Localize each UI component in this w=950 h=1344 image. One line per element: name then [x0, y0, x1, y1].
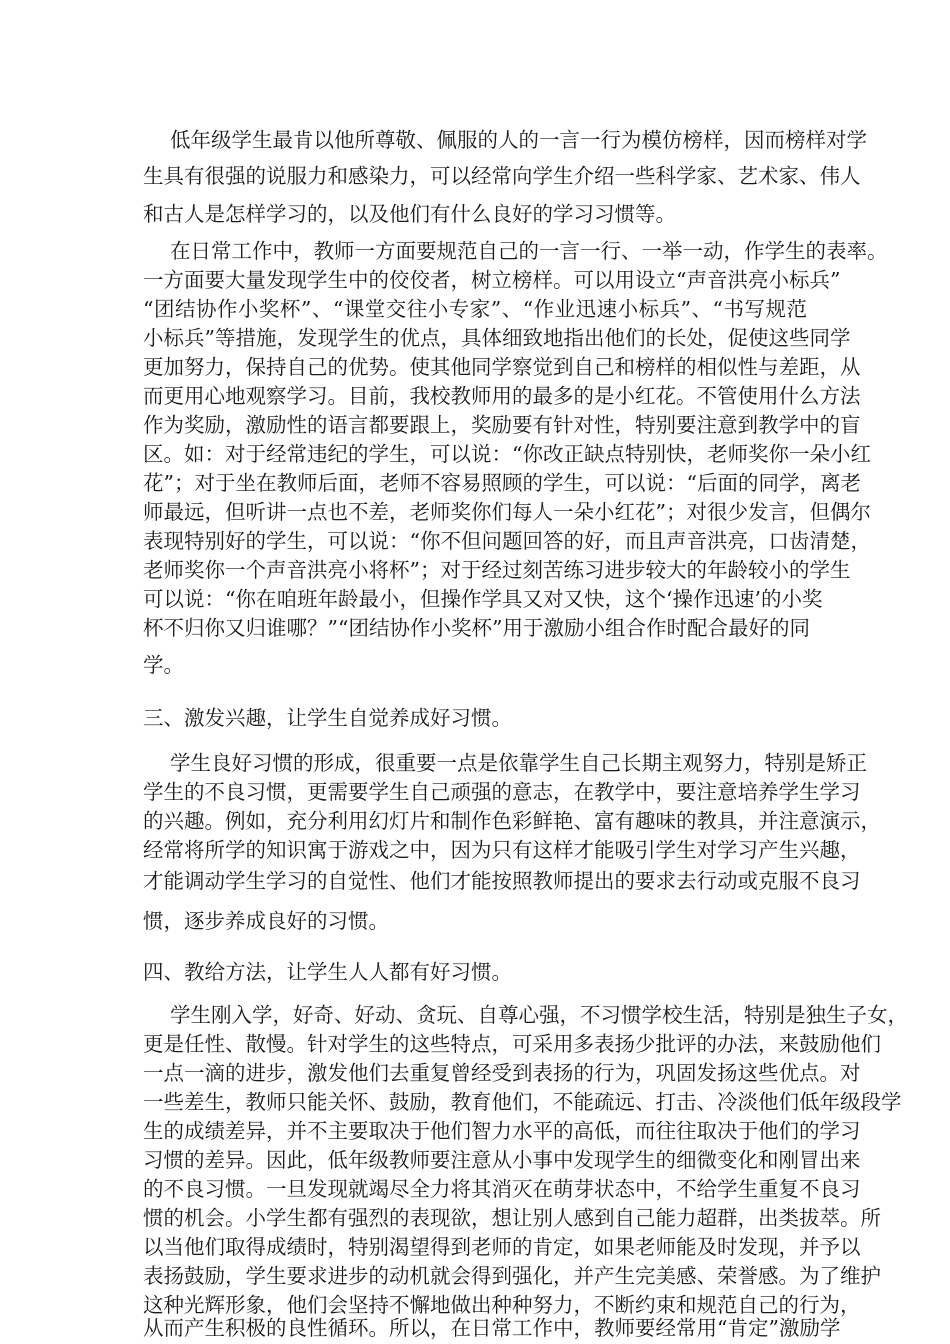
paragraph-line: 生的成绩差异，并不主要取决于他们智力水平的高低，而往往取决于他们的学习: [143, 1119, 861, 1143]
paragraph-line: 一方面要大量发现学生中的佼佼者，树立榜样。可以用设立“声音洪亮小标兵”: [143, 268, 841, 292]
paragraph-line: 更是任性、散慢。针对学生的这些特点，可采用多表扬少批评的办法，来鼓励他们: [143, 1032, 881, 1056]
paragraph-line: 惯，逐步养成良好的习惯。: [143, 909, 389, 933]
paragraph-line: 区。如：对于经常违纪的学生，可以说：“你改正缺点特别快，老师奖你一朵小红: [143, 442, 871, 466]
paragraph-line: 师最远，但听讲一点也不差，老师奖你们每人一朵小红花”；对很少发言，但偶尔: [143, 500, 871, 524]
paragraph-line: 老师奖你一个声音洪亮小将杯”；对于经过刻苦练习进步较大的年龄较小的学生: [143, 558, 851, 582]
paragraph-line: 低年级学生最肯以他所尊敬、佩服的人的一言一行为模仿榜样，因而榜样对学: [170, 128, 867, 152]
paragraph-line: 表扬鼓励，学生要求进步的动机就会得到强化，并产生完美感、荣誉感。为了维护: [143, 1264, 881, 1288]
paragraph-line: 以当他们取得成绩时，特别渴望得到老师的肯定，如果老师能及时发现，并予以: [143, 1235, 861, 1259]
paragraph-line: 一些差生，教师只能关怀、鼓励，教育他们，不能疏远、打击、冷淡他们低年级段学: [143, 1090, 902, 1114]
paragraph-line: 而更用心地观察学习。目前，我校教师用的最多的是小红花。不管使用什么方法: [143, 384, 861, 408]
paragraph-line: “团结协作小奖杯”、“课堂交往小专家”、“作业迅速小标兵”、“书写规范: [143, 297, 807, 321]
paragraph-line: 学生刚入学，好奇、好动、贪玩、自尊心强，不习惯学校生活，特别是独生子女，: [170, 1003, 908, 1027]
paragraph-line: 才能调动学生学习的自觉性、他们才能按照教师提出的要求去行动或克服不良习: [143, 869, 861, 893]
paragraph-line: 花”；对于坐在教师后面，老师不容易照顾的学生，可以说：“后面的同学，离老: [143, 471, 861, 495]
paragraph-line: 一点一滴的进步，激发他们去重复曾经受到表扬的行为，巩固发扬这些优点。对: [143, 1061, 861, 1085]
paragraph-line: 学生良好习惯的形成，很重要一点是依靠学生自己长期主观努力，特别是矫正: [170, 751, 867, 775]
section-heading: 三、激发兴趣，让学生自觉养成好习惯。: [143, 706, 512, 730]
paragraph-line: 的兴趣。例如，充分利用幻灯片和制作色彩鲜艳、富有趣味的教具，并注意演示，: [143, 809, 881, 833]
paragraph-line: 习惯的差异。因此，低年级教师要注意从小事中发现学生的细微变化和刚冒出来: [143, 1148, 861, 1172]
paragraph-line: 在日常工作中，教师一方面要规范自己的一言一行、一举一动，作学生的表率。: [170, 239, 888, 263]
section-heading: 四、教给方法，让学生人人都有好习惯。: [143, 960, 512, 984]
paragraph-line: 表现特别好的学生，可以说：“你不但问题回答的好，而且声音洪亮，口齿清楚，: [143, 529, 871, 553]
paragraph-line: 更加努力，保持自己的优势。使其他同学察觉到自己和榜样的相似性与差距，从: [143, 355, 861, 379]
paragraph-line: 的不良习惯。一旦发现就竭尽全力将其消灭在萌芽状态中，不给学生重复不良习: [143, 1177, 861, 1201]
paragraph-line: 杯不归你又归谁哪？”“团结协作小奖杯”用于激励小组合作时配合最好的同: [143, 616, 810, 640]
paragraph-line: 从而产生积极的良性循环。所以，在日常工作中，教师要经常用“肯定”激励学: [143, 1316, 841, 1340]
paragraph-line: 惯的机会。小学生都有强烈的表现欲，想让别人感到自己能力超群，出类拔萃。所: [143, 1206, 881, 1230]
paragraph-line: 生具有很强的说服力和感染力，可以经常向学生介绍一些科学家、艺术家、伟人: [143, 164, 861, 188]
paragraph-line: 作为奖励，激励性的语言都要跟上，奖励要有针对性，特别要注意到教学中的盲: [143, 413, 861, 437]
paragraph-line: 这种光辉形象，他们会坚持不懈地做出种种努力，不断约束和规范自己的行为，: [143, 1293, 861, 1317]
paragraph-line: 学生的不良习惯，更需要学生自己顽强的意志，在教学中，要注意培养学生学习: [143, 780, 861, 804]
paragraph-line: 学。: [143, 653, 184, 677]
paragraph-line: 可以说：“你在咱班年龄最小，但操作学具又对又快，这个‘操作迅速’的小奖: [143, 587, 823, 611]
paragraph-line: 和古人是怎样学习的，以及他们有什么良好的学习习惯等。: [143, 202, 676, 226]
paragraph-line: 经常将所学的知识寓于游戏之中，因为只有这样才能吸引学生对学习产生兴趣，: [143, 838, 861, 862]
paragraph-line: 小标兵”等措施，发现学生的优点，具体细致地指出他们的长处，促使这些同学: [143, 326, 851, 350]
